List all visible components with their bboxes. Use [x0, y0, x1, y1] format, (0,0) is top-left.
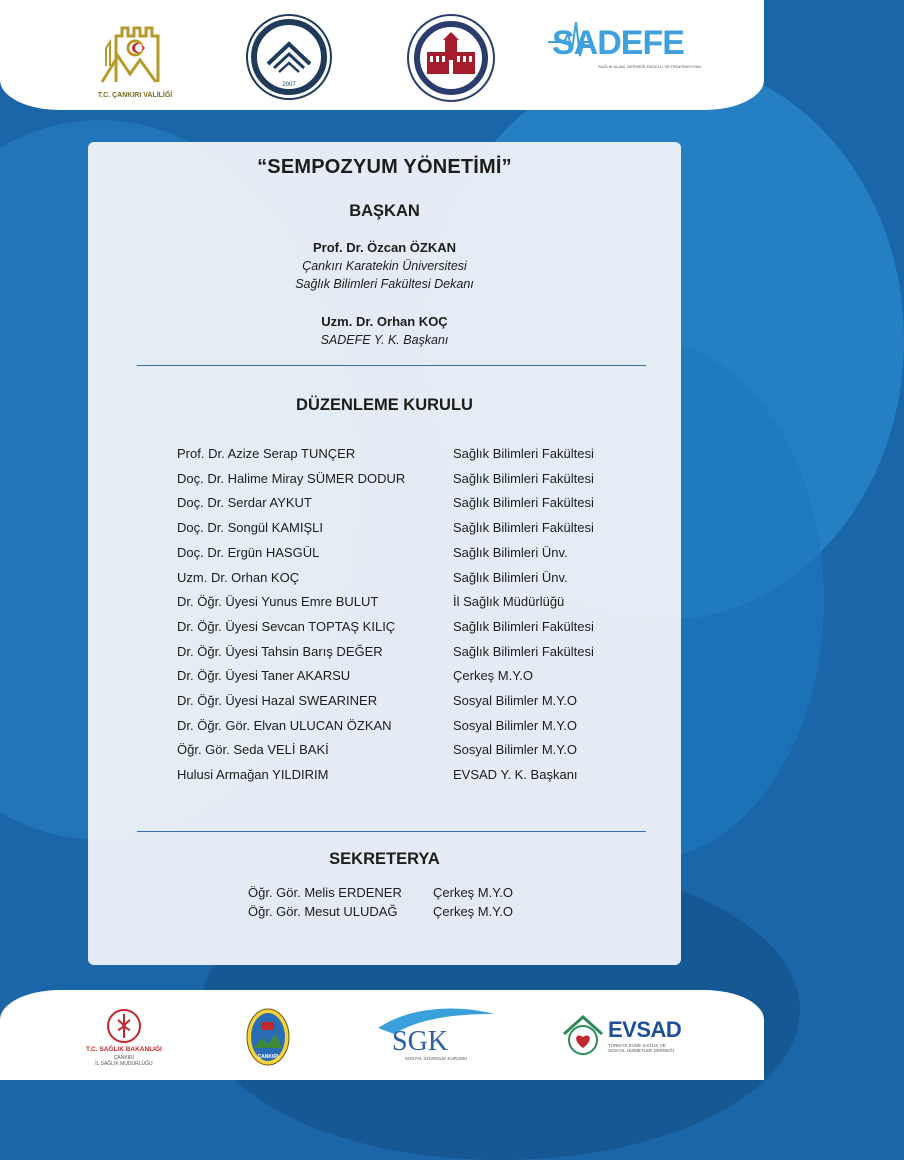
committee-row	[177, 644, 647, 664]
logo-subcaption: ÇANKIRI	[113, 1055, 135, 1061]
sadefe-subtitle: SAĞLIK ALANI, DERNEĞİ ENGELLİ VE FEDERASYONU	[598, 64, 702, 69]
sadefe-wordmark: SADEFE	[552, 24, 684, 62]
member-name: Öğr. Gör. Mesut ULUDAĞ	[248, 904, 398, 919]
sgk-text: SGK	[392, 1026, 449, 1057]
secretariat-row	[248, 885, 548, 903]
baskan-institution: Çankırı Karatekin Üniversitesi	[302, 259, 467, 273]
member-name: Öğr. Gör. Melis ERDENER	[248, 885, 402, 900]
committee-row	[177, 520, 647, 540]
committee-row	[177, 594, 647, 614]
member-affiliation: EVSAD Y. K. Başkanı	[453, 767, 578, 783]
member-affiliation: Sağlık Bilimleri Fakültesi	[453, 495, 594, 511]
duzenleme-kurulu-heading: DÜZENLEME KURULU	[296, 396, 473, 414]
baskan-title: Sağlık Bilimleri Fakültesi Dekanı	[295, 277, 474, 291]
university-seal-icon	[246, 14, 332, 100]
evsad-logo	[560, 1012, 681, 1058]
saglik-bilimleri-universitesi-logo	[407, 14, 495, 102]
sgk-logo	[374, 1006, 498, 1061]
member-name: Dr. Öğr. Üyesi Tahsin Barış DEĞER	[177, 643, 383, 659]
home-heart-icon	[560, 1012, 606, 1058]
committee-row	[177, 471, 647, 491]
header-logo-band	[0, 0, 764, 110]
evsad-subtitle: SOSYAL HİZMETLER DERNEĞİ	[608, 1048, 675, 1053]
member-name: Doç. Dr. Halime Miray SÜMER DODUR	[177, 470, 406, 486]
committee-row	[177, 718, 647, 738]
cankiri-valiligi-logo	[96, 12, 174, 99]
logo-subcaption: İL SAĞLIK MÜDÜRLÜĞÜ	[95, 1061, 153, 1067]
page-title: “SEMPOZYUM YÖNETİMİ”	[257, 156, 512, 178]
member-affiliation: Sağlık Bilimleri Fakültesi	[453, 618, 594, 634]
sekreterya-heading: SEKRETERYA	[329, 850, 440, 868]
logo-caption: T.C. ÇANKIRI VALİLİĞİ	[97, 92, 173, 99]
member-affiliation: Sağlık Bilimleri Fakültesi	[453, 520, 594, 536]
member-name: Dr. Öğr. Üyesi Taner AKARSU	[177, 668, 351, 684]
university-seal-icon	[407, 14, 495, 102]
evsad-subtitle: TÜRKİYE EVDE SAĞLIK VE	[608, 1043, 666, 1048]
committee-row	[177, 545, 647, 565]
castle-icon	[96, 12, 174, 90]
member-affiliation: Sosyal Bilimler M.Y.O	[453, 717, 578, 733]
member-name: Prof. Dr. Azize Serap TUNÇER	[177, 446, 356, 461]
committee-row	[177, 668, 647, 688]
member-name: Öğr. Gör. Seda VELİ BAKİ	[177, 742, 329, 758]
evsad-wordmark: EVSAD	[608, 1017, 682, 1042]
baskan-name: Prof. Dr. Özcan ÖZKAN	[312, 240, 457, 255]
member-name: Uzm. Dr. Orhan KOÇ	[177, 569, 300, 585]
baskan-heading: BAŞKAN	[349, 202, 420, 220]
member-name: Dr. Öğr. Üyesi Sevcan TOPTAŞ KILIÇ	[177, 618, 396, 634]
member-name: Dr. Öğr. Üyesi Yunus Emre BULUT	[177, 594, 379, 610]
health-ministry-emblem-icon	[106, 1008, 142, 1044]
member-affiliation: Çerkeş M.Y.O	[433, 885, 513, 900]
section-divider	[137, 831, 646, 832]
secretariat-row	[248, 904, 548, 922]
committee-row	[177, 693, 647, 713]
sgk-wordmark-icon	[374, 1006, 498, 1056]
member-affiliation: Sağlık Bilimleri Ünv.	[453, 544, 568, 560]
member-affiliation: Sağlık Bilimleri Ünv.	[453, 569, 568, 585]
karatekin-university-logo	[246, 14, 332, 100]
member-name: Dr. Öğr. Üyesi Hazal SWEARINER	[177, 693, 378, 708]
member-affiliation: İl Sağlık Müdürlüğü	[453, 594, 565, 610]
sgk-subtitle: SOSYAL GÜVENLİK KURUMU	[404, 1056, 468, 1061]
member-affiliation: Sağlık Bilimleri Fakültesi	[453, 446, 594, 461]
committee-row	[177, 767, 647, 787]
member-name: Doç. Dr. Songül KAMIŞLI	[177, 520, 323, 536]
footer-logo-band	[0, 990, 764, 1080]
committee-row	[177, 570, 647, 590]
member-affiliation: Sağlık Bilimleri Fakültesi	[453, 643, 594, 659]
member-affiliation: Çerkeş M.Y.O	[433, 904, 513, 919]
university-year: 2007	[282, 82, 296, 88]
member-affiliation: Sosyal Bilimler M.Y.O	[453, 693, 578, 708]
eş-baskan-name: Uzm. Dr. Orhan KOÇ	[321, 314, 448, 329]
committee-row	[177, 619, 647, 639]
heartbeat-icon	[546, 16, 684, 62]
sadefe-logo	[546, 16, 701, 69]
committee-row	[177, 742, 647, 762]
section-divider	[137, 365, 646, 366]
saglik-bakanligi-logo	[86, 1008, 162, 1067]
committee-row	[177, 446, 647, 466]
eş-baskan-title: SADEFE Y. K. Başkanı	[320, 333, 449, 347]
logo-caption: T.C. SAĞLIK BAKANLIĞI	[86, 1046, 162, 1053]
cankiri-belediyesi-logo	[246, 1008, 290, 1066]
member-name: Hulusi Armağan YILDIRIM	[177, 767, 329, 783]
member-affiliation: Çerkeş M.Y.O	[453, 668, 533, 684]
committee-row	[177, 495, 647, 515]
member-affiliation: Sağlık Bilimleri Fakültesi	[453, 470, 594, 486]
member-name: Dr. Öğr. Gör. Elvan ULUCAN ÖZKAN	[177, 717, 392, 733]
member-name: Doç. Dr. Serdar AYKUT	[177, 495, 312, 511]
municipality-name: ÇANKIRI	[257, 1054, 279, 1060]
municipality-emblem-icon	[246, 1008, 290, 1066]
member-name: Doç. Dr. Ergün HASGÜL	[177, 544, 320, 560]
member-affiliation: Sosyal Bilimler M.Y.O	[453, 742, 578, 758]
content-panel	[88, 142, 681, 965]
